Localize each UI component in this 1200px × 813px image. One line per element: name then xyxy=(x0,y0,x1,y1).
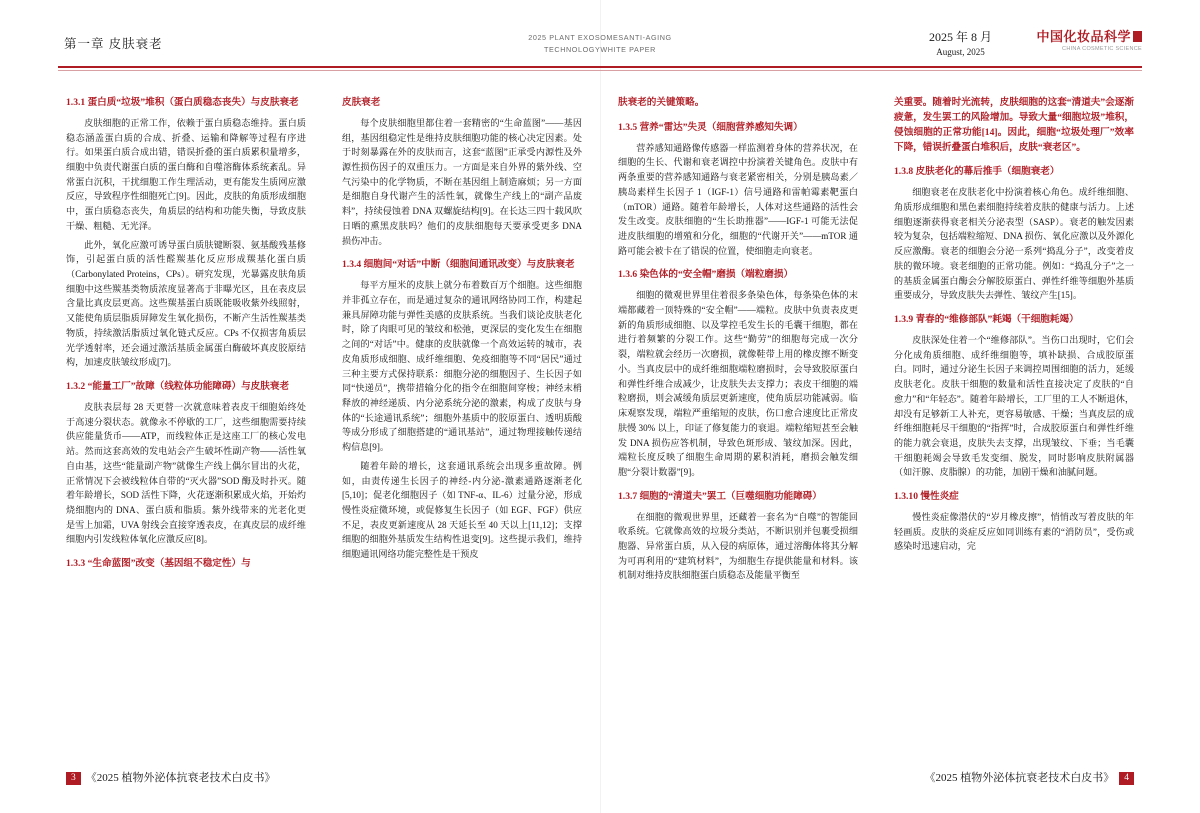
section-heading-continued: 皮肤衰老 xyxy=(342,97,381,108)
body-paragraph: 每平方厘米的皮肤上就分布着数百万个细胞。这些细胞并非孤立存在，而是通过复杂的通讯网络协同工作，构建起兼具屏障功能与弹性美感的皮肤系统。当我们谈论皮肤老化时，除了肉眼可见的皱纹和松弛，更深层的变化发生在细胞之间的“对话”中。健康的皮肤就像一个高效运转的城市，表皮角质形成细胞、成纤维细胞、免疫细胞等不同“居民”通过三种主要方式保持联系：细胞分泌的细胞因子、生长因子如同“快递员”，携带措输分化的指令在细胞间穿梭；神经末梢释放的神经递质、内分泌系统分泌的激素，构成了皮肤与身体的“长途通讯系统”；细胞外基质中的胶原蛋白、透明质酸等成分形成了细胞搭建的“通讯基站”，通过物理接触传递结构信息[9]。 xyxy=(342,280,582,453)
body-paragraph: 在细胞的微观世界里，还藏着一套名为“自噬”的智能回收系统。它就像高效的垃圾分类站，不断识别并包裹受损细胞器、异常蛋白质，从入侵的病原体，通过溶酶体将其分解为可再利用的“建筑材料”，为细胞生存提供能量和材料。该机制对维持皮肤细胞蛋白质稳态及能量平衡至 xyxy=(618,511,858,581)
body-paragraph: 细胞的微观世界里住着很多条染色体，每条染色体的末端都藏着一顶特殊的“安全帽”——端粒。皮肤中负责表皮更新的角质形成细胞、以及掌控毛发生长的毛囊干细胞，都在进行着频繁的分裂工作。这些“勤劳”的细胞每完成一次分裂，端粒就会经历一次磨损，就像鞋带上用的橡皮擦不断变小。当真皮层中的成纤维细胞端粒磨损时，会导致胶原蛋白和弹性纤维合成减少，让皮肤失去支撑力；表皮干细胞的端粒磨损，则会减缓角质层更新速度，使角质层功能减弱。临床观察发现，端粒严重缩短的皮肤，伤口愈合速度比正常皮肤慢 30% 以上，印证了修复能力的衰退。端粒缩短甚至会触发 DNA 损伤应答机制，导致色斑形成、皱纹加深。因此，端粒长度反映了细胞生命周期的累积消耗，磨损会触发细胞“分裂计数器”[9]。 xyxy=(618,290,858,477)
publication-title xyxy=(528,32,672,56)
column-4 xyxy=(894,96,1134,727)
journal-logo-cn-text: 中国化妆品科学 xyxy=(1036,29,1131,44)
section-heading-continued: 肤衰老的关键策略。 xyxy=(618,97,705,108)
logo-badge-icon xyxy=(1133,31,1142,42)
section-heading-continued: 关重要。随着时光流转，皮肤细胞的这套“清道夫”会逐渐疲惫，发生罢工的风险增加。导致大量“细胞垃圾”堆积，侵蚀细胞的正常功能[14]。因此，细胞“垃圾处理厂”效率下降，错误折叠蛋白堆积后，皮肤“衰老区”。 xyxy=(894,97,1134,153)
issue-date-en: August, 2025 xyxy=(936,47,985,57)
column-2 xyxy=(342,96,582,727)
footer-right-title: 《2025 植物外泌体抗衰老技术白皮书》 xyxy=(924,772,1115,784)
section-heading: 1.3.8 皮肤老化的幕后推手（细胞衰老） xyxy=(894,166,1060,178)
body-paragraph: 每个皮肤细胞里都住着一套精密的“生命蓝图”——基因组，基因组稳定性是维持皮肤细胞功能的核心决定因素。处于时刻暴露在外的皮肤而言，这套“蓝图”正承受内源性及外源性损伤因子的双重压力。一方面是来自外界的紫外线、空气污染中的化学物质，不断在基因组上制造麻烦；另一方面是细胞自身代谢产生的活性氧，就像生产线上的“副产品废料”，持续侵蚀着 DNA 双螺旋结构[9]。在长达三四十载风吹日晒的熏黑皮肤吗？他们的皮肤细胞每天要承受更多 DNA 损伤冲击。 xyxy=(342,117,582,246)
section-heading: 1.3.7 细胞的“清道夫”罢工（巨噬细胞功能障碍） xyxy=(618,490,822,502)
page-footer xyxy=(66,763,1134,785)
text-columns xyxy=(66,96,1134,727)
section-heading: 1.3.2 “能量工厂”故障（线粒体功能障碍）与皮肤衰老 xyxy=(66,381,290,393)
publication-title-line1: 2025 PLANT EXOSOMESANTI-AGING xyxy=(528,33,672,42)
header-rule-thick xyxy=(58,66,1142,68)
chapter-title: 第一章 皮肤衰老 xyxy=(64,37,163,51)
footer-left xyxy=(66,769,276,785)
page-number-left: 3 xyxy=(66,772,81,785)
section-heading: 1.3.9 青春的“维修部队”耗竭（干细胞耗竭） xyxy=(894,314,1079,326)
footer-left-title: 《2025 植物外泌体抗衰老技术白皮书》 xyxy=(85,772,276,784)
body-paragraph: 皮肤表层每 28 天更替一次就意味着表皮干细胞始终处于高速分裂状态。就像永不停歇的工厂，这些细胞需要持续供应能量货币——ATP，而线粒体正是这座工厂的核心发电站。然而这套高效的发电站会产生破坏性副产物——活性氧自由基，这些“能量副产物”就像生产线上偶尔冒出的火花，正常情况下会被线粒体自带的“灭火器”SOD 酶及时扑灭。随着年龄增长，SOD 活性下降，火花逐渐积累成火焰，开始灼烧细胞内的 DNA、蛋白质和脂质。紫外线带来的光老化更是雪上加霜，UVA 射线会直接穿透表皮，在真皮层的成纤维细胞内引发线粒体氧化应激反应[8]。 xyxy=(66,401,306,545)
body-paragraph: 细胞衰老在皮肤老化中扮演着核心角色。成纤维细胞、角质形成细胞和黑色素细胞持续着皮肤的健康与活力。上述细胞逐渐获得衰老相关分泌表型（SASP）。衰老的触发因素较为复杂，包括端粒缩短、DNA 损伤、氧化应激以及外源化反应激酶。衰老的细胞会分泌一系列“捣乱分子”，改变着皮肤的微环境。衰老细胞的正常功能。例如：“捣乱分子”之一的基质金属蛋白酶会分解胶原蛋白、弹性纤维等细胞外基质重要成分，导致皮肤失去弹性、皱纹产生[15]。 xyxy=(894,187,1134,301)
issue-date-cn: 2025 年 8 月 xyxy=(928,30,992,44)
body-paragraph: 皮肤深处住着一个“维修部队”。当伤口出现时，它们会分化成角质细胞、成纤维细胞等，填补缺损、合成胶原蛋白。同时，通过分泌生长因子来调控周围细胞的活力，延缓皮肤老化。皮肤干细胞的数量和活性直接决定了皮肤的“自愈力”和“年轻态”。随着年龄增长，工厂里的工人不断退休，却没有足够新工人补充，更容易敏感、干燥；当真皮层的成纤维细胞耗尽干细胞的“指挥”时，合成胶原蛋白和弹性纤维的能力就会衰退，皮肤失去支撑，出现皱纹、下垂；当毛囊干细胞耗竭会导致毛发变细、脱发，同时影响皮肤附属器（如汗腺、皮脂腺）的功能，加剧干燥和油腻问题。 xyxy=(894,334,1134,478)
journal-logo-en: CHINA COSMETIC SCIENCE xyxy=(1062,46,1142,52)
column-3 xyxy=(618,96,858,727)
footer-right xyxy=(925,769,1135,785)
header-rule-thin xyxy=(58,70,1142,71)
body-paragraph: 随着年龄的增长，这套通讯系统会出现多重故障。例如，由责传递生长因子的神经-内分泌-激素通路逐渐老化[5,10]；促老化细胞因子（如 TNF-α、IL-6）过量分泌，形成慢性炎症微环境，或促修复生长因子（如 EGF、FGF）供应不足，表皮更新速度从 28 天延长至 40 天以上[11,12]；支撑细胞的细胞外基质发生结构性退变[9]。这些提示我们，维持细胞通讯网络功能完整性是干预皮 xyxy=(342,460,582,560)
section-heading: 1.3.10 慢性炎症 xyxy=(894,491,959,503)
body-paragraph: 慢性炎症像潜伏的“岁月橡皮擦”，悄悄改写着皮肤的年轻画质。皮肤的炎症反应如同训练有素的“消防员”，受伤或感染时迅速启动，完 xyxy=(894,511,1134,552)
column-1 xyxy=(66,96,306,727)
page-number-right: 4 xyxy=(1119,772,1134,785)
section-heading: 1.3.4 细胞间“对话”中断（细胞间通讯改变）与皮肤衰老 xyxy=(342,259,575,271)
journal-logo-cn xyxy=(1036,26,1142,45)
page-header xyxy=(58,26,1142,66)
publication-title-line2: TECHNOLOGYWHITE PAPER xyxy=(544,44,656,54)
journal-logo xyxy=(1036,26,1142,52)
section-heading: 1.3.1 蛋白质“垃圾”堆积（蛋白质稳态丧失）与皮肤衰老 xyxy=(66,97,299,108)
body-paragraph: 皮肤细胞的正常工作，依赖于蛋白质稳态维持。蛋白质稳态涵盖蛋白质的合成、折叠、运输和降解等过程有序进行。如果蛋白质合成出错，错误折叠的蛋白质累积量增多，细胞中负责代谢蛋白质的蛋白酶和自噬溶酶体系统紊乱。异常蛋白沉积，干扰细胞工作生理活动，更有能发生质网应激反应，导致程序性细胞死亡[9]。因此，皮肤的角质形成细胞中，蛋白质稳态丧失，角质层的结构和功能失衡，导致皮肤干燥、粗糙、无光泽。 xyxy=(66,117,306,231)
section-heading: 1.3.5 营养“雷达”失灵（细胞营养感知失调） xyxy=(618,121,803,133)
section-heading: 1.3.3 “生命蓝图”改变（基因组不稳定性）与 xyxy=(66,558,251,570)
body-paragraph: 营养感知通路像传感器一样监测着身体的营养状况，在细胞的生长、代谢和衰老调控中扮演着关键角色。皮肤中有两条重要的营养感知通路与衰老紧密相关，分别是胰岛素／胰岛素样生长因子 1（IGF-1）信号通路和雷帕霉素靶蛋白（mTOR）通路。随着年龄增长，人体对这些通路的活性会发生改变。皮肤细胞的“生长助推器”——IGF-1 可能无法促进皮肤细胞的增殖和分化，细胞的“代谢开关”——mTOR 通路可能会被卡在了错误的位置，使细胞走向衰老。 xyxy=(618,142,858,256)
section-heading: 1.3.6 染色体的“安全帽”磨损（端粒磨损） xyxy=(618,269,794,281)
body-paragraph: 此外，氧化应激可诱导蛋白质肤键断裂、氨基酸残基修饰，引起蛋白质的活性醛羰基化反应形成羰基化蛋白质（Carbonylated Proteins，CPs）。研究发现，光暴露皮肤角质细胞中这些羰基类物质浓度显著高于非曝光区，且在表皮层含量比真皮层更高。这些羰基蛋白质既能吸收紫外线照射，又能使角质层脂质屏障发生氧化损伤，不断产生活性羰基类物质，持续激活脂质过氧化链式反应。CPs 不仅损害角质层光学透射率，还会通过激活基质金属蛋白酶破坏真皮胶原结构，加速皮肤皱纹形成[7]。 xyxy=(66,239,306,368)
issue-date xyxy=(929,28,992,60)
